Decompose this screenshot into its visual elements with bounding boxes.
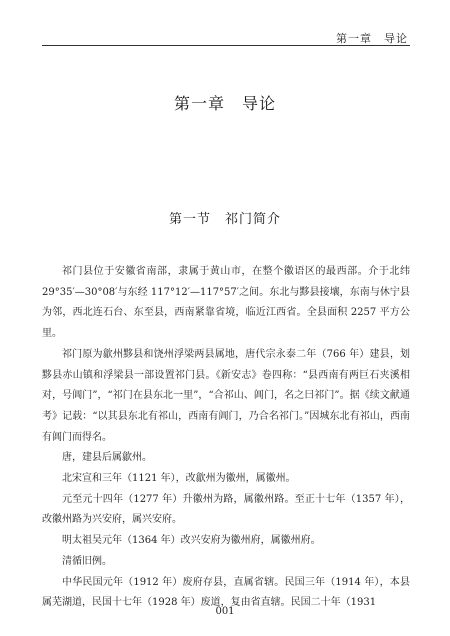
section-title: 第一节 祁门简介 [168, 212, 281, 227]
paragraph-history-origin: 祁门原为歙州黟县和饶州浮梁两县属地，唐代宗永泰二年（766 年）建县，划黟县赤山镇和浮梁县一部设置祁门县。《新安志》卷四称：“县西南有两巨石夹溪相对，号阊门”，“祁门在县东北一里”，“合祁山、阊门，名之曰祁门”。据《续文献通考》记载：“以其县东北有祁山，西南有阊门，乃合名祁门。”因城东北有祁山，西南有阊门而得名。 [42, 348, 410, 443]
page-number: 001 [215, 606, 235, 617]
paragraph-song: 北宋宣和三年（1121 年），改歙州为徽州，属徽州。 [62, 473, 296, 485]
paragraph-yuan: 元至元十四年（1277 年）升徽州为路，属徽州路。至正十七年（1357 年），改徽州路为兴安府，属兴安府。 [42, 493, 410, 526]
paragraph-republic: 中华民国元年（1912 年）废府存县，直属省辖。民国三年（1914 年），本县属芜湖道，民国十七年（1928 年）废道，复由省直辖。民国二十年（1931 [42, 576, 410, 609]
body-text [42, 262, 410, 614]
running-header: 第一章 导论 [336, 32, 408, 45]
chapter-title: 第一章 导论 [173, 94, 276, 113]
header-rule [42, 45, 410, 46]
paragraph-qing: 清循旧例。 [62, 555, 112, 567]
paragraph-tang: 唐，建县后属歙州。 [62, 452, 152, 464]
paragraph-ming: 明太祖吴元年（1364 年）改兴安府为徽州府，属徽州府。 [62, 535, 321, 547]
paragraph-location: 祁门县位于安徽省南部，隶属于黄山市，在整个徽语区的最西部。介于北纬 29°35′—30°08′与东经 117°12′—117°57′之间。东北与黟县接壤，东南与休宁县为邻，西北连石台、东至县，西南紧靠省境，临近江西省。全县面积 2257 平方公里。 [42, 266, 410, 340]
